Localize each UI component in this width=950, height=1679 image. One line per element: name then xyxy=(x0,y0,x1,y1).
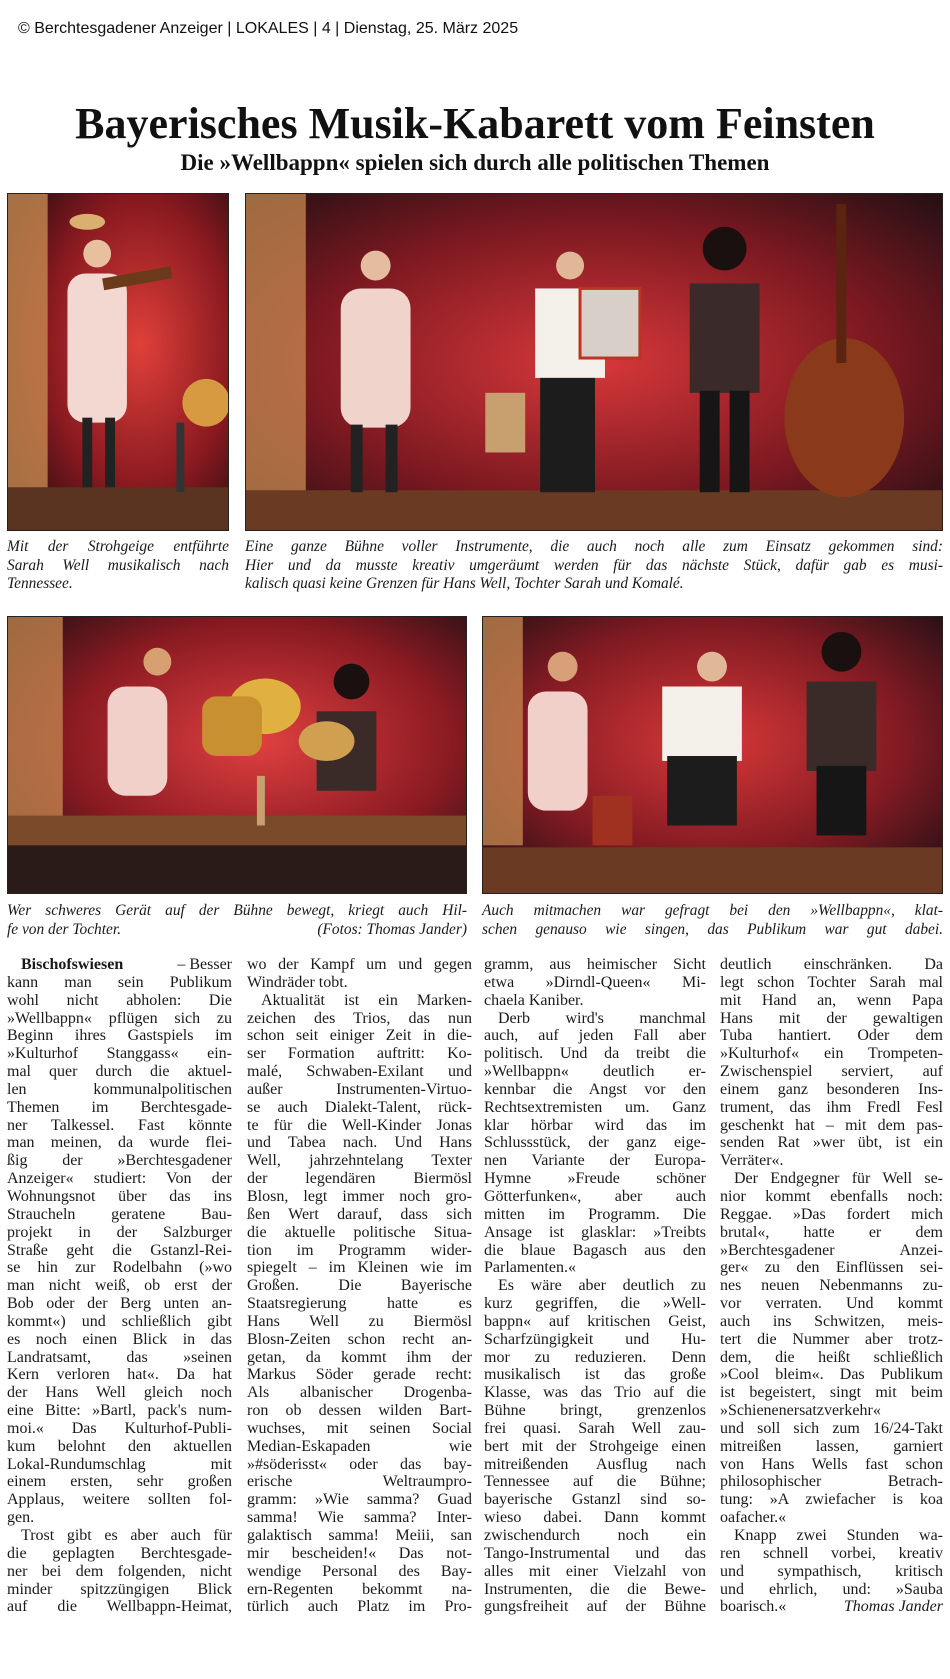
article-line: Götterfunken«, aber auch xyxy=(484,1187,706,1205)
article-line: ger« zu den Einflüssen sei- xyxy=(720,1259,943,1277)
article-line: wendige Personal des Bay- xyxy=(247,1562,472,1580)
article-line: »Kulturhof« ein Trompeten- xyxy=(720,1045,943,1063)
article-line: Blosn-Zeiten schon recht an- xyxy=(247,1330,472,1348)
article-line: bayerische Gstanzl sind so- xyxy=(484,1491,706,1509)
article-line: und ehrlich, und: »Sauba xyxy=(720,1580,943,1598)
article-line: gramm, aus heimischer Sicht xyxy=(484,956,706,973)
caption-line: Eine ganze Bühne voller Instrumente, die auch noch alle zum Einsatz gekommen sind: xyxy=(245,538,943,555)
article-line: Aktualität ist ein Marken- xyxy=(261,991,472,1009)
article-line: Windräder tobt. xyxy=(247,973,348,991)
article-line: gungsfreiheit auf der Bühne xyxy=(484,1598,706,1616)
article-line: mitten im Programm. Die xyxy=(484,1205,706,1223)
article-line: Blosn, legt immer noch gro- xyxy=(247,1187,472,1205)
article-line: ist begeistert, singt mit beim xyxy=(720,1384,943,1402)
article-line: Rechtsextremisten um. Ganz xyxy=(484,1098,706,1116)
article-column-1 xyxy=(7,956,232,1616)
article-line: Instrumenten, die die Bewe- xyxy=(484,1580,706,1598)
article-column-4 xyxy=(720,956,943,1616)
article-line: und soll sich zum 16/24-Takt xyxy=(720,1419,943,1437)
article-line: kum belohnt den aktuellen xyxy=(7,1437,232,1455)
article-line: Scharfzüngigkeit und Hu- xyxy=(484,1330,706,1348)
article-line: projekt in der Salzburger xyxy=(7,1223,232,1241)
article-line: Beginn ihres Gastspiels im xyxy=(7,1027,232,1045)
article-line: zeichen des Trios, das nun xyxy=(247,1009,472,1027)
article-text: boarisch.« xyxy=(720,1598,787,1616)
caption-tuba xyxy=(7,902,467,939)
article-line: Zwischenspiel serviert, auf xyxy=(720,1063,943,1081)
article-line: legt schon Tochter Sarah mal xyxy=(720,973,943,991)
photo-whole-stage-image xyxy=(246,194,942,530)
article-column-2 xyxy=(247,956,472,1616)
article-line: Bühne bringt, grenzenlos xyxy=(484,1402,706,1420)
article-column-3 xyxy=(484,956,706,1616)
article-line: die blaue Bagasch aus den xyxy=(484,1241,706,1259)
article-line: te für die Well-Kinder Jonas xyxy=(247,1116,472,1134)
article-line: frei quasi. Sarah Well zau- xyxy=(484,1419,706,1437)
headline: Bayerisches Musik-Kabarett vom Feinsten xyxy=(75,99,875,148)
article-line: samma! Wie samma? Inter- xyxy=(247,1509,472,1527)
article-line: mitreißenden Ausflug nach xyxy=(484,1455,706,1473)
article-line: chaela Kaniber. xyxy=(484,991,584,1009)
article-line: getan, da kommt ihm der xyxy=(247,1348,472,1366)
caption-violinist xyxy=(7,538,229,594)
caption-line: Mit der Strohgeige entführte xyxy=(7,538,229,555)
photo-credit: (Fotos: Thomas Jander) xyxy=(317,920,467,938)
article-line: nen Variante der Europa- xyxy=(484,1152,706,1170)
article-line: kommt«) und schließlich gibt xyxy=(7,1312,232,1330)
article-line: Reggae. »Das fordert mich xyxy=(720,1205,943,1223)
article-line: gen. xyxy=(7,1509,35,1527)
photo-clapping xyxy=(482,616,943,894)
article-line: Parlamenten.« xyxy=(484,1259,576,1277)
subheadline: Die »Wellbappn« spielen sich durch alle politischen Themen xyxy=(180,150,770,175)
article-line: oafacher.« xyxy=(720,1509,787,1527)
article-line: Hans mit der gewaltigen xyxy=(720,1009,943,1027)
article-line: Kern verloren hat«. Da hat xyxy=(7,1366,232,1384)
caption-line: kalisch quasi keine Grenzen für Hans Well, Tochter Sarah und Komalé. xyxy=(245,575,684,592)
article-line: die aktuelle politische Situa- xyxy=(247,1223,472,1241)
caption-line: Auch mitmachen war gefragt bei den »Wellbappn«, klat- xyxy=(482,902,943,919)
article-line: Landratsamt, das »seinen xyxy=(7,1348,232,1366)
article-line: mor zu reduzieren. Denn xyxy=(484,1348,706,1366)
article-line: Ansage ist glasklar: »Treibts xyxy=(484,1223,706,1241)
article-line: zwischendurch noch ein xyxy=(484,1527,706,1544)
article-line: tung: »A zwiefacher is koa xyxy=(720,1491,943,1509)
article-line: auch ins Schwitzen, meis- xyxy=(720,1312,943,1330)
article-line: Großen. Die Bayerische xyxy=(247,1277,472,1295)
article-line: mit Hand an, wenn Papa xyxy=(720,991,943,1009)
article-line: spiegelt – im Kleinen wie im xyxy=(247,1259,472,1277)
article-line: von Hans Wells fast schon xyxy=(720,1455,943,1473)
article-line: Straße geht die Gstanzl-Rei- xyxy=(7,1241,232,1259)
photo-tuba-image xyxy=(8,617,466,893)
article-line: der Hans Well gleich noch xyxy=(7,1384,232,1402)
article-line: »Wellbappn« deutlich er- xyxy=(484,1063,706,1081)
article-line: Klasse, was das Trio auf die xyxy=(484,1384,706,1402)
article-line: eine Bitte: »Bartl, pack's num- xyxy=(7,1402,232,1420)
article-text: – Besser xyxy=(177,956,232,973)
article-line: und sympathisch, kritisch xyxy=(720,1562,943,1580)
caption-line: Tennessee. xyxy=(7,575,73,592)
article-line xyxy=(7,956,232,974)
article-line: Bob oder der Berg unten an- xyxy=(7,1295,232,1313)
article-line: deutlich einschränken. Da xyxy=(720,956,943,973)
article-line: wohl nicht abholen: Die xyxy=(7,991,232,1009)
article-line: Derb wird's manchmal xyxy=(498,1009,706,1027)
article-line: Trost gibt es aber auch für xyxy=(21,1527,232,1544)
article-line: Der Endgegner für Well se- xyxy=(734,1170,943,1188)
article-line: kennbar die Angst vor den xyxy=(484,1080,706,1098)
caption-line: Hier und da musste kreativ umgeräumt werden für das nächste Stück, dafür gab es musi- xyxy=(245,556,943,574)
article-line: ner bei dem folgenden, nicht xyxy=(7,1562,232,1580)
article-line: Verräter«. xyxy=(720,1152,784,1170)
article-line: philosophischer Betrach- xyxy=(720,1473,943,1491)
article-line: Median-Eskapaden wie xyxy=(247,1437,472,1455)
article-line: Markus Söder gerade recht: xyxy=(247,1366,472,1384)
caption-whole-stage xyxy=(245,538,943,594)
article-line: gramm: »Wie samma? Guad xyxy=(247,1491,472,1509)
article-line: geschenkt hat – mit dem pas- xyxy=(720,1116,943,1134)
article-line: len kommunalpolitischen xyxy=(7,1080,232,1098)
article-line: etwa »Dirndl-Queen« Mi- xyxy=(484,973,706,991)
article-line: bert mit der Strohgeige einen xyxy=(484,1437,706,1455)
article-line: Themen im Berchtesgade- xyxy=(7,1098,232,1116)
article-line: tert die Nummer aber trotz- xyxy=(720,1330,943,1348)
article-line: einem ersten, sehr großen xyxy=(7,1473,232,1491)
article-line: der legendären Biermösl xyxy=(247,1170,472,1188)
article-line: Als albanischer Drogenba- xyxy=(247,1384,472,1402)
article-line: Tango-Instrumental und das xyxy=(484,1544,706,1562)
article-line: ser Formation auftritt: Ko- xyxy=(247,1045,472,1063)
caption-line: schen genauso wie singen, das Publikum war gut dabei. xyxy=(482,920,943,938)
article-line: klar hörbar wird das im xyxy=(484,1116,706,1134)
article-line: wo der Kampf um und gegen xyxy=(247,956,472,973)
caption-line: Sarah Well musikalisch nach xyxy=(7,556,229,574)
photo-violinist-image xyxy=(8,194,228,530)
article-line: ern-Regenten bekommt na- xyxy=(247,1580,472,1598)
article-line: ßig der »Berchtesgadener xyxy=(7,1152,232,1170)
article-line: musikalisch ist das große xyxy=(484,1366,706,1384)
article-line: auf die Wellbappn-Heimat, xyxy=(7,1598,232,1616)
article-line: erische Weltraumpro- xyxy=(247,1473,472,1491)
article-line: brutal«, hatte er dem xyxy=(720,1223,943,1241)
article-line: nes neuen Nebenmanns zu- xyxy=(720,1277,943,1295)
article-line: kurz gegriffen, die »Well- xyxy=(484,1295,706,1313)
article-line: »Wellbappn« pflügen sich zu xyxy=(7,1009,232,1027)
caption-line xyxy=(7,921,467,940)
article-line: trument, das ihm Fredl Fesl xyxy=(720,1098,943,1116)
article-line: kann man sein Publikum xyxy=(7,973,232,991)
article-line: Straucheln geratene Bau- xyxy=(7,1205,232,1223)
article-line: Wohnungsnot über das ins xyxy=(7,1187,232,1205)
article-line: tion im Programm wider- xyxy=(247,1241,472,1259)
article-line: se auch Dialekt-Talent, rück- xyxy=(247,1098,472,1116)
article-line: einem ganz besonderen Ins- xyxy=(720,1080,943,1098)
article-line: man nicht weiß, ob erst der xyxy=(7,1277,232,1295)
article-line: Applaus, weitere sollten fol- xyxy=(7,1491,232,1509)
article-line: mir bescheiden!« Das not- xyxy=(247,1544,472,1562)
article-line: mitreißen lassen, garniert xyxy=(720,1437,943,1455)
article-line: Lokal-Rundumschlag mit xyxy=(7,1455,232,1473)
byline: Thomas Jander xyxy=(843,1598,943,1616)
article-line: Hymne »Freude schöner xyxy=(484,1170,706,1188)
photo-clapping-image xyxy=(483,617,942,893)
caption-clapping xyxy=(482,902,943,939)
photo-tuba xyxy=(7,616,467,894)
article-line: vor verraten. Und kommt xyxy=(720,1295,943,1313)
article-line: bappn« auf kritischen Geist, xyxy=(484,1312,706,1330)
article-line: türlich auch Platz im Pro- xyxy=(247,1598,472,1616)
article-line: »Cool bleim«. Das Publikum xyxy=(720,1366,943,1384)
article-line: Well, jahrzehntelang Texter xyxy=(247,1152,472,1170)
article-line: galaktisch samma! Meiii, san xyxy=(247,1527,472,1544)
article-line: ner Talkessel. Fast könnte xyxy=(7,1116,232,1134)
article-line: und Tabea nach. Und Hans xyxy=(247,1134,472,1152)
article-line: Knapp zwei Stunden wa- xyxy=(734,1527,943,1544)
article-line: man meinen, da wurde flei- xyxy=(7,1134,232,1152)
article-line: wieso dabei. Dann kommt xyxy=(484,1509,706,1527)
article-line: Tennessee auf die Bühne; xyxy=(484,1473,706,1491)
caption-line: Wer schweres Gerät auf der Bühne bewegt, kriegt auch Hil- xyxy=(7,902,467,919)
article-line: Staatsregierung hatte es xyxy=(247,1295,472,1313)
article-line: Schlussstück, der ganz eige- xyxy=(484,1134,706,1152)
article-line: Es wäre aber deutlich zu xyxy=(498,1277,706,1295)
article-line: nior kommt ebenfalls noch: xyxy=(720,1187,943,1205)
photo-whole-stage xyxy=(245,193,943,531)
article-line: Tuba hantiert. Oder dem xyxy=(720,1027,943,1045)
source-line: © Berchtesgadener Anzeiger | LOKALES | 4 | Dienstag, 25. März 2025 xyxy=(18,20,519,37)
article-line: ren schnell vorbei, kreativ xyxy=(720,1544,943,1562)
article-line: malé, Schwaben-Exilant und xyxy=(247,1063,472,1081)
article-line xyxy=(720,1598,943,1616)
article-line: es noch einen Blick in das xyxy=(7,1330,232,1348)
article-line: schon seit einiger Zeit in die- xyxy=(247,1027,472,1045)
article-line: auch, auf jeden Fall aber xyxy=(484,1027,706,1045)
article-line: mal quer durch die aktuel- xyxy=(7,1063,232,1081)
article-line: ron ob dessen wilden Bart- xyxy=(247,1402,472,1420)
article-line: wuchses, mit seinen Social xyxy=(247,1419,472,1437)
article-line: Anzeiger« studiert: Von der xyxy=(7,1170,232,1188)
article-line: ßen Wert darauf, dass sich xyxy=(247,1205,472,1223)
article-line: se hin zur Rodelbahn (»wo xyxy=(7,1259,232,1277)
article-line: »Berchtesgadener Anzei- xyxy=(720,1241,943,1259)
article-line: Hans Well zu Biermösl xyxy=(247,1312,472,1330)
article-line: »Schienenersatzverkehr« xyxy=(720,1402,881,1420)
article-line: »#söderisst« oder das bay- xyxy=(247,1455,472,1473)
article-line: dem, die heißt schließlich xyxy=(720,1348,943,1366)
article-line: »Kulturhof Stanggass« ein- xyxy=(7,1045,232,1063)
article-line: minder spitzzüngigen Blick xyxy=(7,1580,232,1598)
article-line: alles mit einer Vielzahl von xyxy=(484,1562,706,1580)
article-line: moi.« Das Kulturhof-Publi- xyxy=(7,1419,232,1437)
article-line: außer Instrumenten-Virtuo- xyxy=(247,1080,472,1098)
article-line: senden Rat »wer übt, ist ein xyxy=(720,1134,943,1152)
dateline: Bischofswiesen xyxy=(21,956,124,973)
caption-text: fe von der Tochter. xyxy=(7,920,121,938)
article-line: politisch. Und da treibt die xyxy=(484,1045,706,1063)
article-line: die geplagten Berchtesgade- xyxy=(7,1544,232,1562)
photo-violinist xyxy=(7,193,229,531)
